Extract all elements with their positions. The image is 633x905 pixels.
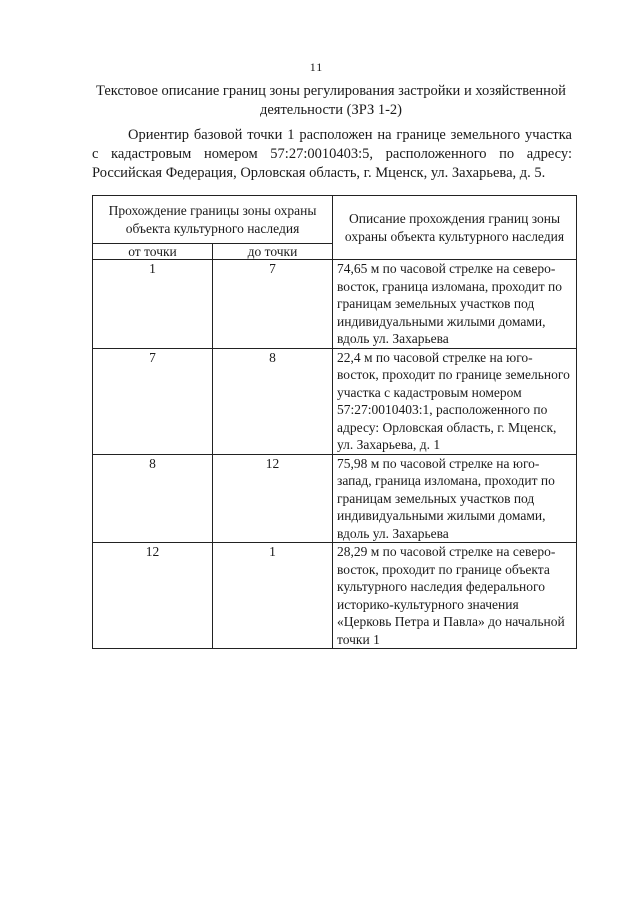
table-row bbox=[93, 543, 577, 649]
boundary-table bbox=[92, 195, 577, 649]
table-row bbox=[93, 260, 577, 349]
cell-to: 1 bbox=[213, 543, 333, 649]
cell-to: 8 bbox=[213, 348, 333, 454]
cell-to: 7 bbox=[213, 260, 333, 349]
table-row bbox=[93, 454, 577, 543]
cell-to: 12 bbox=[213, 454, 333, 543]
header-boundary-passage: Прохождение границы зоны охраны объекта культурного наследия bbox=[93, 196, 333, 244]
cell-description: 75,98 м по часовой стрелке на юго-запад, граница изломана, проходит по границам земельных участков под индивидуальными жилыми домами, вдоль ул. Захарьева bbox=[333, 454, 577, 543]
page-number: 11 bbox=[309, 60, 324, 74]
cell-from: 7 bbox=[93, 348, 213, 454]
document-title: Текстовое описание границ зоны регулирования застройки и хозяйственной деятельности (ЗРЗ 1-2) bbox=[96, 83, 566, 118]
header-description: Описание прохождения границ зоны охраны объекта культурного наследия bbox=[333, 196, 577, 260]
cell-from: 8 bbox=[93, 454, 213, 543]
cell-description: 28,29 м по часовой стрелке на северо-восток, проходит по границе объекта культурного наследия федерального историко-культурного значения «Церковь Петра и Павла» до начальной точки 1 bbox=[333, 543, 577, 649]
cell-from: 12 bbox=[93, 543, 213, 649]
cell-description: 22,4 м по часовой стрелке на юго-восток, проходит по границе земельного участка с кадастровым номером 57:27:0010403:1, расположенного по адресу: Орловская область, г. Мценск, ул. Захарьева, д. 1 bbox=[333, 348, 577, 454]
intro-paragraph: Ориентир базовой точки 1 расположен на границе земельного участка с кадастровым номером 57:27:0010403:5, расположенного по адресу: Российская Федерация, Орловская область, г. Мценск, ул. Захарьева, д. 5. bbox=[92, 127, 572, 181]
header-to-point: до точки bbox=[213, 244, 333, 260]
table-row bbox=[93, 348, 577, 454]
cell-from: 1 bbox=[93, 260, 213, 349]
header-from-point: от точки bbox=[93, 244, 213, 260]
cell-description: 74,65 м по часовой стрелке на северо-восток, граница изломана, проходит по границам земельных участков под индивидуальными жилыми домами, вдоль ул. Захарьева bbox=[333, 260, 577, 349]
